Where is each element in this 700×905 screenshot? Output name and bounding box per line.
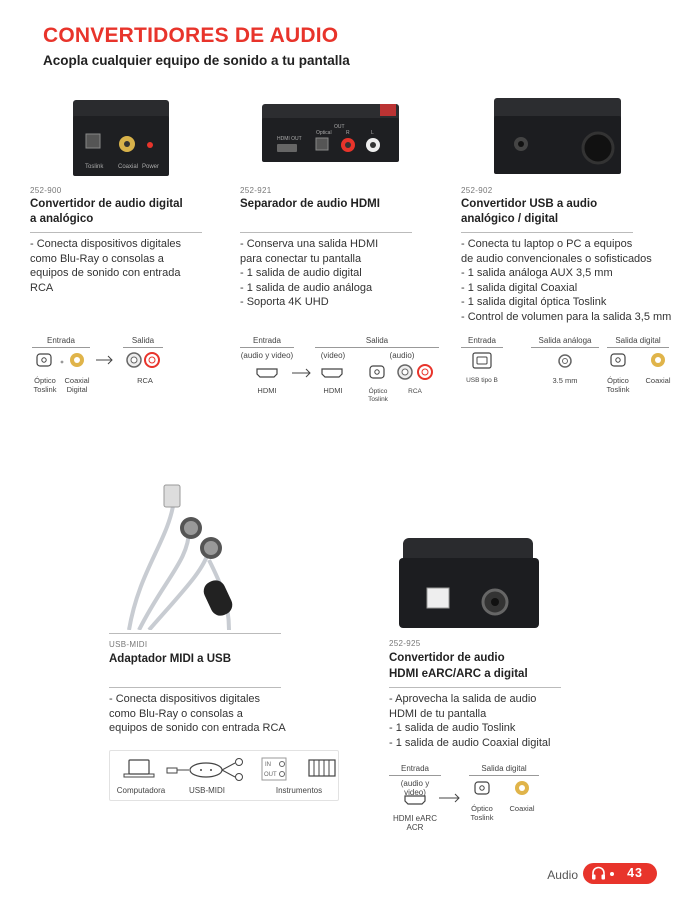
coaxial-label: Coaxial: [509, 804, 535, 813]
product-name-line2: HDMI eARC/ARC a digital: [389, 668, 528, 680]
diagram-line: [531, 347, 599, 348]
feature-item: - Conserva una salida HDMI: [240, 238, 379, 250]
coaxial-port-icon: [515, 781, 529, 795]
feature-item: - 1 salida análoga AUX 3,5 mm: [461, 267, 613, 280]
coaxial-port-icon: [651, 353, 665, 367]
adapter-label: USB-MIDI: [189, 786, 225, 795]
rca-label: RCA: [137, 376, 153, 385]
midi-in-label: IN: [265, 762, 271, 768]
product-photo: [240, 90, 440, 182]
diagram-output-label: Salida digital: [481, 764, 527, 773]
audio-video-label: (audio y video): [240, 351, 294, 360]
product-code: 252-921: [240, 186, 272, 195]
product-252-902: [461, 90, 686, 410]
rca-port-icon: [127, 353, 159, 367]
diagram-output-label: Salida: [131, 336, 155, 345]
diagram-line: [607, 347, 669, 348]
feature-item: - 1 salida digital Coaxial: [461, 281, 578, 294]
product-name-line1: Convertidor de audio: [389, 652, 505, 664]
audio-jack-icon: [559, 355, 571, 367]
feature-list: [30, 237, 181, 295]
product-code: 252-900: [30, 186, 62, 195]
optico-label: Óptico: [34, 376, 56, 385]
device-label-l: L: [371, 130, 374, 136]
midi-diagram-icons: [109, 755, 341, 785]
coaxial-label: Coaxial: [645, 376, 671, 385]
product-photo: [389, 530, 549, 630]
product-photo: [461, 90, 661, 182]
feature-item: equipos de sonido con entrada RCA: [109, 722, 286, 735]
page-number: 43: [627, 866, 643, 880]
feature-list: [109, 692, 286, 736]
diagram-input-label: Entrada: [400, 764, 430, 773]
diagram-digital-label: Salida digital: [615, 336, 661, 345]
device-label-coaxial: Coaxial: [118, 164, 139, 170]
diagram-line: [315, 347, 439, 348]
toslink-label: Toslink: [606, 385, 630, 394]
coaxial-port-icon: [70, 353, 84, 367]
optical-port-icon: [475, 782, 489, 794]
toslink-label: Toslink: [470, 813, 494, 822]
product-name-line1: Separador de audio HDMI: [240, 198, 380, 210]
feature-item: para conectar tu pantalla: [240, 252, 362, 265]
audio-label: (audio): [389, 351, 415, 360]
product-name-line1: Convertidor USB a audio: [461, 198, 598, 210]
feature-item: - 1 salida de audio Toslink: [389, 722, 516, 735]
device-label-hdmi-out: HDMI OUT: [277, 136, 302, 142]
optical-port-icon: [37, 354, 51, 366]
feature-item: - Conecta dispositivos digitales: [30, 238, 182, 250]
feature-item: - Aprovecha la salida de audio: [389, 693, 537, 705]
connector-icons: [461, 350, 686, 372]
product-name-line1: Convertidor de audio digital: [30, 198, 183, 210]
feature-item: - Control de volumen para la salida 3,5 mm: [461, 310, 672, 323]
midi-out-label: OUT: [264, 772, 277, 778]
device-label-out: OUT: [334, 124, 345, 130]
divider: [109, 687, 281, 688]
diagram-input-label: Entrada: [252, 336, 282, 345]
diagram-line: [123, 347, 163, 348]
diagram-output-label: Salida: [365, 336, 389, 345]
device-label-power: Power: [142, 164, 160, 170]
feature-item: como Blu-Ray o consolas a: [30, 252, 164, 265]
hdmi-port-icon: [257, 369, 277, 377]
hdmi-in-label: HDMI: [257, 386, 277, 395]
device-label-optical: Optical: [316, 130, 332, 136]
rca-port-icon: [398, 365, 432, 379]
product-code: 252-902: [461, 186, 493, 195]
divider: [109, 633, 281, 634]
product-code: USB-MIDI: [109, 640, 148, 649]
device-label-r: R: [346, 130, 350, 136]
arrow-right-icon: [96, 356, 112, 364]
divider: [461, 232, 633, 233]
feature-item: - 1 salida digital óptica Toslink: [461, 296, 607, 309]
laptop-icon: [124, 760, 154, 777]
coaxial-label: Coaxial: [64, 376, 90, 385]
product-252-921: [240, 90, 450, 410]
diagram-analog-label: Salida análoga: [538, 336, 592, 345]
page-subtitle: Acopla cualquier equipo de sonido a tu pantalla: [43, 53, 350, 68]
feature-item: HDMI de tu pantalla: [389, 707, 487, 720]
page-title: CONVERTIDORES DE AUDIO: [43, 24, 339, 47]
product-252-925: [389, 530, 589, 840]
feature-list: [461, 237, 671, 325]
feature-item: - 1 salida de audio digital: [240, 267, 362, 280]
feature-item: como Blu-Ray o consolas a: [109, 707, 243, 720]
device-label-toslink: Toslink: [85, 164, 104, 170]
divider: [389, 687, 561, 688]
hdmi-port-icon: [405, 796, 425, 804]
instruments-label: Instrumentos: [275, 786, 323, 795]
feature-item: - Conecta tu laptop o PC a equipos: [461, 238, 633, 250]
diagram-line: [469, 775, 539, 776]
hdmi-earc-label: HDMI eARC: [392, 814, 437, 823]
optical-port-icon: [370, 366, 384, 378]
product-name-line2: a analógico: [30, 213, 94, 225]
diagram-line: [389, 775, 441, 776]
usb-plug-icon: [167, 768, 189, 773]
connector-icons: [240, 362, 445, 386]
midi-plug-icon: [222, 759, 243, 781]
video-label: (video): [320, 351, 346, 360]
feature-item: - Soporta 4K UHD: [240, 296, 329, 309]
diagram-input-label: Entrada: [467, 336, 497, 345]
arrow-right-icon: [439, 794, 459, 802]
divider: [30, 232, 202, 233]
keyboard-icon: [309, 760, 335, 776]
acr-label: ACR: [406, 823, 424, 832]
diagram-line: [461, 347, 503, 348]
usb-label: USB tipo B: [466, 377, 498, 384]
arrow-right-icon: [292, 369, 310, 377]
midi-adapter-icon: [190, 763, 222, 777]
feature-item: - 1 salida de audio análoga: [240, 281, 373, 294]
optical-port-icon: [611, 354, 625, 366]
toslink-label: Toslink: [33, 385, 57, 394]
product-photo: [30, 90, 220, 182]
rca-label: RCA: [408, 388, 422, 395]
product-photo: [109, 480, 284, 630]
optico-label: Óptico: [471, 804, 493, 813]
midi-port-icon: [262, 758, 286, 780]
diagram-line: [240, 347, 294, 348]
product-usb-midi: [109, 480, 349, 805]
product-name-line2: analógico / digital: [461, 213, 559, 225]
connector-icons: [30, 350, 220, 372]
divider: [240, 232, 412, 233]
feature-item: - Conecta dispositivos digitales: [109, 693, 261, 705]
hdmi-port-icon: [322, 369, 342, 377]
product-name-line1: Adaptador MIDI a USB: [109, 653, 232, 665]
computer-label: Computadora: [116, 786, 166, 795]
separator-dot: [610, 872, 614, 876]
diagram-line: [32, 347, 90, 348]
feature-item: - 1 salida de audio Coaxial digital: [389, 736, 551, 749]
digital-label: Digital: [66, 385, 88, 394]
audio-video-label: (audio y video): [400, 779, 430, 797]
toslink-label: Toslink: [368, 396, 388, 403]
diagram-input-label: Entrada: [46, 336, 76, 345]
hdmi-out-label: HDMI: [323, 386, 343, 395]
headphones-icon: [591, 866, 606, 881]
usb-b-port-icon: [473, 353, 491, 368]
section-label: Audio: [547, 868, 578, 882]
product-code: 252-925: [389, 639, 421, 648]
feature-item: de audio convencionales o sofisticados: [461, 252, 652, 265]
product-252-900: [30, 90, 220, 410]
page-number-badge: [583, 863, 657, 884]
feature-item: RCA: [30, 281, 54, 294]
feature-list: [389, 692, 550, 750]
feature-item: equipos de sonido con entrada: [30, 267, 181, 280]
optico-label: Óptico: [368, 388, 388, 395]
optico-label: Óptico: [607, 376, 629, 385]
mm-label: 3.5 mm: [552, 376, 578, 385]
feature-list: [240, 237, 378, 310]
